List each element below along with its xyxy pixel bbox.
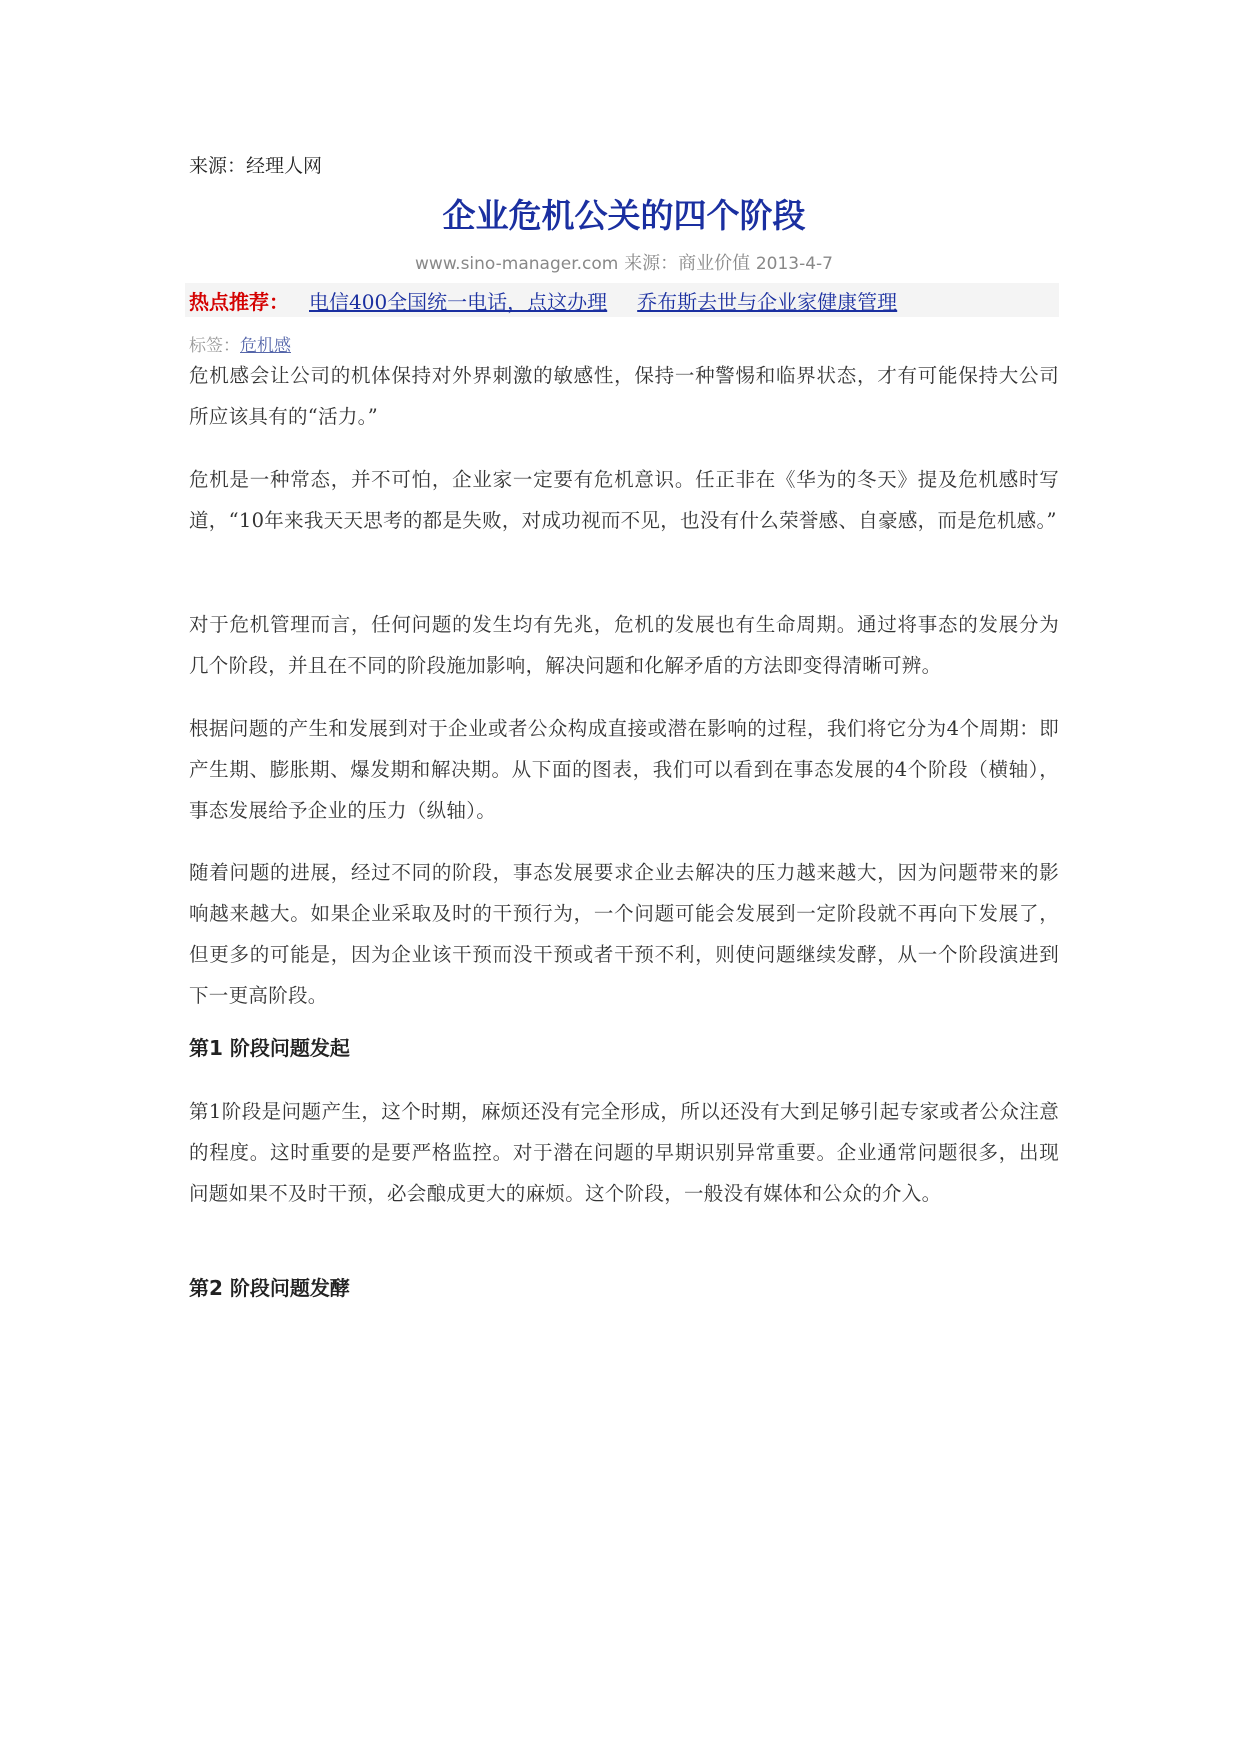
- hot-recommend-bar: [185, 283, 1059, 317]
- paragraph-4: 根据问题的产生和发展到对于企业或者公众构成直接或潜在影响的过程，我们将它分为4个周期：即产生期、膨胀期、爆发期和解决期。从下面的图表，我们可以看到在事态发展的4个阶段（横轴），事态发展给予企业的压力（纵轴）。: [189, 717, 1059, 822]
- paragraph-3: 对于危机管理而言，任何问题的发生均有先兆，危机的发展也有生命周期。通过将事态的发展分为几个阶段，并且在不同的阶段施加影响，解决问题和化解矛盾的方法即变得清晰可辨。: [189, 613, 1059, 677]
- tags-label: 标签：: [189, 336, 240, 356]
- section-heading-stage-2: 第2 阶段问题发酵: [189, 1276, 350, 1300]
- paragraph-stage-1: 第1阶段是问题产生，这个时期，麻烦还没有完全形成，所以还没有大到足够引起专家或者公众注意的程度。这时重要的是要严格监控。对于潜在问题的早期识别异常重要。企业通常问题很多，出现问题如果不及时干预，必会酿成更大的麻烦。这个阶段，一般没有媒体和公众的介入。: [189, 1100, 1059, 1205]
- source-line: 来源：经理人网: [189, 155, 323, 177]
- tag-link-crisis-sense[interactable]: 危机感: [240, 336, 291, 356]
- paragraph-1: 危机感会让公司的机体保持对外界刺激的敏感性，保持一种警惕和临界状态，才有可能保持大公司所应该具有的“活力。”: [189, 364, 1059, 428]
- meta-source: 来源：商业价值: [624, 253, 751, 274]
- paragraph-2: 危机是一种常态，并不可怕，企业家一定要有危机意识。任正非在《华为的冬天》提及危机感时写道，“10年来我天天思考的都是失败，对成功视而不见，也没有什么荣誉感、自豪感，而是危机感。”: [189, 468, 1059, 532]
- publish-date: 2013-4-7: [755, 254, 833, 274]
- article-title: 企业危机公关的四个阶段: [442, 196, 806, 235]
- site-url: www.sino-manager.com: [415, 254, 619, 274]
- hot-link-jobs-health[interactable]: 乔布斯去世与企业家健康管理: [637, 289, 898, 314]
- paragraph-5: 随着问题的进展，经过不同的阶段，事态发展要求企业去解决的压力越来越大，因为问题带来的影响越来越大。如果企业采取及时的干预行为，一个问题可能会发展到一定阶段就不再向下发展了，但更多的可能是，因为企业该干预而没干预或者干预不利，则使问题继续发酵，从一个阶段演进到下一更高阶段。: [189, 861, 1059, 1007]
- article-meta: [189, 252, 1059, 276]
- hot-recommend-label: 热点推荐：: [189, 289, 289, 314]
- section-heading-stage-1: 第1 阶段问题发起: [189, 1036, 350, 1060]
- hot-link-telecom-400[interactable]: 电信400全国统一电话，点这办理: [309, 289, 608, 314]
